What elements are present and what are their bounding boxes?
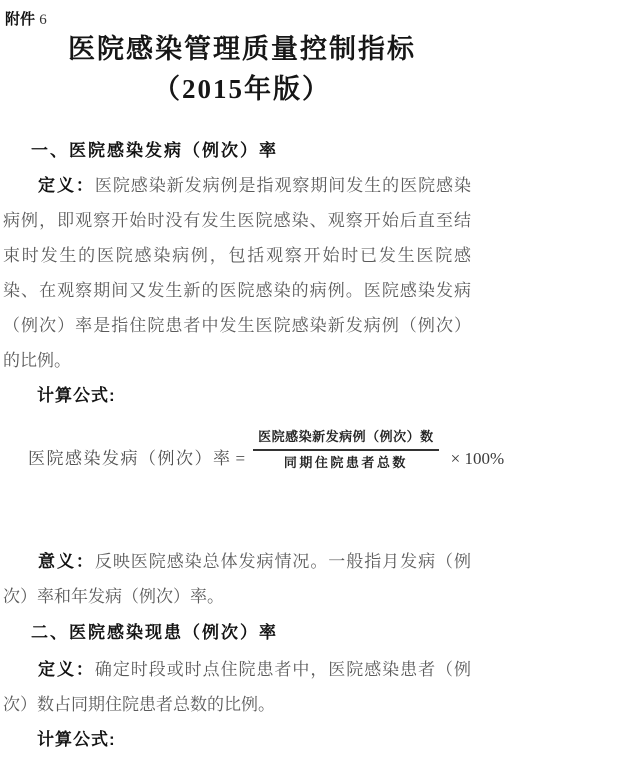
definition-label: 定义： bbox=[38, 176, 95, 195]
paragraph-line: 的比例。 bbox=[3, 351, 71, 370]
title-line-2: （2015年版） bbox=[153, 74, 331, 104]
section-2-formula-label: 计算公式: bbox=[37, 730, 116, 749]
meaning-label: 意义： bbox=[38, 552, 95, 571]
section-1-heading: 一、医院感染发病（例次）率 bbox=[31, 141, 278, 160]
fraction-denominator: 同期住院患者总数 bbox=[283, 455, 408, 470]
section-1-formula-label: 计算公式: bbox=[37, 386, 116, 405]
title-line-1: 医院感染管理质量控制指标 bbox=[68, 34, 416, 64]
formula-fraction bbox=[253, 429, 439, 471]
paragraph-line: 次）数占同期住院患者总数的比例。 bbox=[3, 695, 275, 714]
paragraph-line: 病例，即观察开始时没有发生医院感染、观察开始后直至结 bbox=[3, 211, 471, 230]
attachment-number: 6 bbox=[39, 12, 47, 28]
paragraph-line: 束时发生的医院感染病例，包括观察开始时已发生医院感 bbox=[3, 246, 471, 265]
paragraph-line: 染、在观察期间又发生新的医院感染的病例。医院感染发病 bbox=[3, 281, 471, 300]
section-1-formula bbox=[28, 429, 504, 471]
equals-sign: = bbox=[235, 449, 246, 468]
attachment-word: 附件 bbox=[5, 11, 36, 28]
definition-label: 定义： bbox=[38, 660, 95, 679]
definition-text: 确定时段或时点住院患者中，医院感染患者（例 bbox=[94, 660, 472, 679]
formula-multiplier: × 100% bbox=[450, 449, 505, 468]
paragraph-line: （例次）率是指住院患者中发生医院感染新发病例（例次） bbox=[3, 316, 471, 335]
paragraph-line bbox=[3, 652, 471, 687]
section-1-definition-paragraph bbox=[3, 168, 471, 378]
meaning-text: 反映医院感染总体发病情况。一般指月发病（例 bbox=[94, 552, 472, 571]
paragraph-line: 次）率和年发病（例次）率。 bbox=[3, 587, 224, 606]
definition-text: 医院感染新发病例是指观察期间发生的医院感染 bbox=[94, 176, 472, 195]
paragraph-line bbox=[3, 544, 471, 579]
fraction-numerator: 医院感染新发病例（例次）数 bbox=[253, 429, 439, 451]
section-2-heading: 二、医院感染现患（例次）率 bbox=[31, 623, 278, 642]
document-title bbox=[0, 29, 484, 109]
section-2-definition-paragraph bbox=[3, 652, 471, 722]
paragraph-line bbox=[3, 168, 471, 203]
formula-lhs: 医院感染发病（例次）率 bbox=[28, 449, 232, 468]
attachment-label bbox=[5, 8, 47, 29]
section-1-meaning-paragraph bbox=[3, 544, 471, 614]
